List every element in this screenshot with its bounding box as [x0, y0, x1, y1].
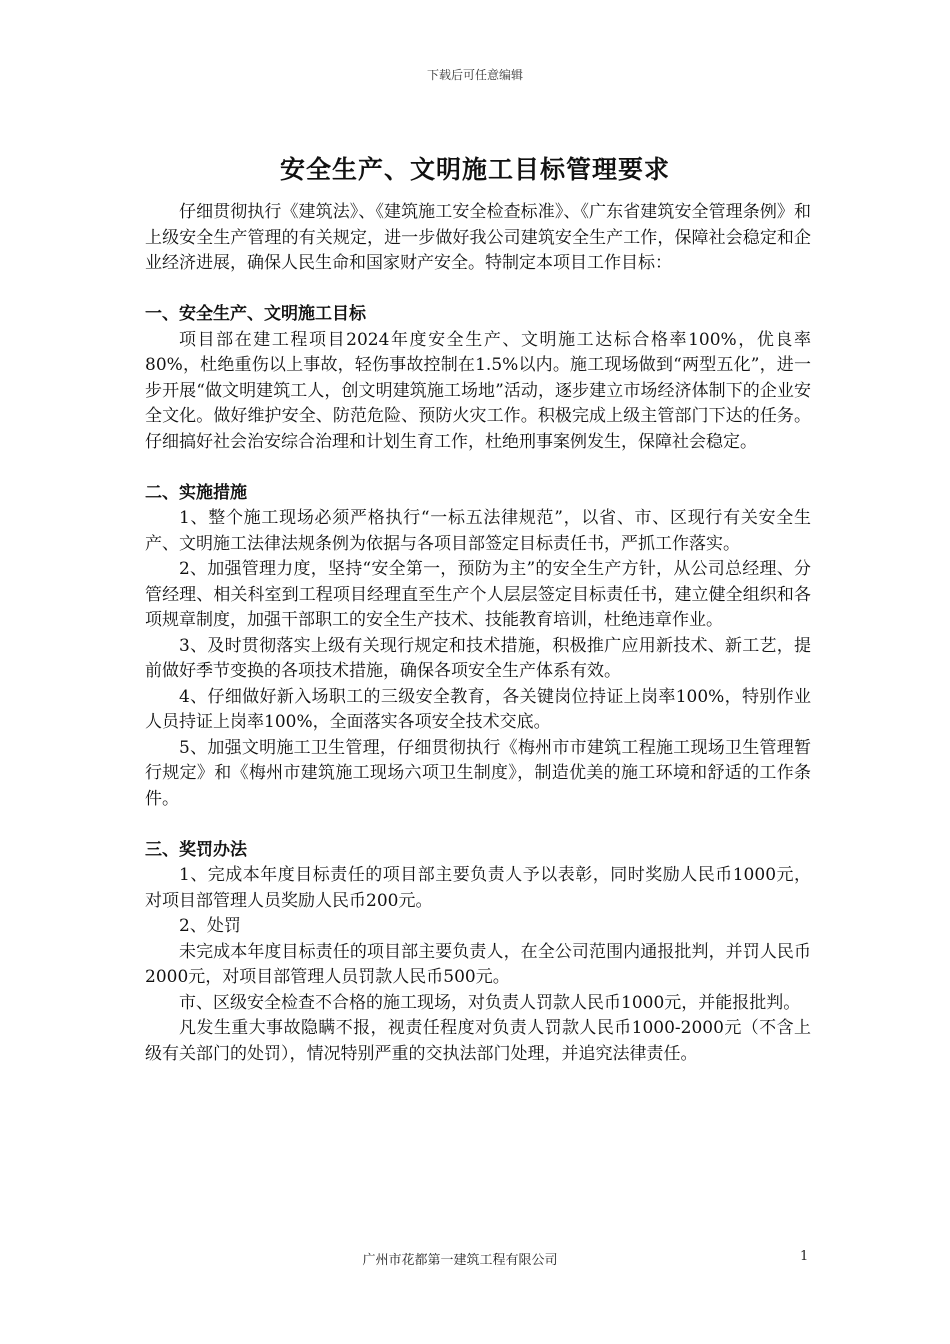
reward-item: 未完成本年度目标责任的项目部主要负责人，在全公司范围内通报批判，并罚人民币2000元，对项目部管理人员罚款人民币500元。 — [145, 941, 811, 987]
reward-item: 市、区级安全检查不合格的施工现场，对负责人罚款人民币1000元，并能报批判。 — [179, 992, 801, 1013]
measure-item: 5、加强文明施工卫生管理，仔细贯彻执行《梅州市市建筑工程施工现场卫生管理暂行规定》和《梅州市建筑施工现场六项卫生制度》，制造优美的施工环境和舒适的工作条件。 — [145, 737, 811, 809]
document-body — [145, 200, 811, 1067]
section-heading-goals: 一、安全生产、文明施工目标 — [145, 304, 366, 324]
reward-item: 1、完成本年度目标责任的项目部主要负责人予以表彰，同时奖励人民币1000元，对项目部管理人员奖励人民币200元。 — [145, 865, 811, 911]
intro-paragraph: 仔细贯彻执行《建筑法》、《建筑施工安全检查标准》、《广东省建筑安全管理条例》和上级安全生产管理的有关规定，进一步做好我公司建筑安全生产工作，保障社会稳定和企业经济进展，确保人民生命和国家财产安全。特制定本项目工作目标： — [145, 202, 811, 273]
page-number: 1 — [800, 1249, 809, 1264]
footer-company: 广州市花都第一建筑工程有限公司 — [362, 1253, 558, 1268]
measure-item: 1、整个施工现场必须严格执行“一标五法律规范”，以省、市、区现行有关安全生产、文明施工法律法规条例为依据与各项目部签定目标责任书，严抓工作落实。 — [145, 508, 811, 554]
document-title: 安全生产、文明施工目标管理要求 — [279, 154, 670, 184]
section-heading-measures: 二、实施措施 — [145, 482, 247, 503]
measure-item: 2、加强管理力度，坚持“安全第一，预防为主”的安全生产方针，从公司总经理、分管经理、相关科室到工程项目经理直至生产个人层层签定目标责任书，建立健全组织和各项规章制度，加强干部职工的安全生产技术、技能教育培训，杜绝违章作业。 — [145, 559, 811, 630]
measure-item: 4、仔细做好新入场职工的三级安全教育，各关键岗位持证上岗率100%，特别作业人员持证上岗率100%，全面落实各项安全技术交底。 — [145, 686, 811, 732]
header-note: 下载后可任意编辑 — [426, 68, 523, 82]
reward-item: 2、处罚 — [179, 916, 241, 936]
reward-item: 凡发生重大事故隐瞒不报，视责任程度对负责人罚款人民币1000-2000元（不含上级有关部门的处罚），情况特别严重的交执法部门处理，并追究法律责任。 — [145, 1018, 811, 1064]
measure-item: 3、及时贯彻落实上级有关现行规定和技术措施，积极推广应用新技术、新工艺，提前做好季节变换的各项技术措施，确保各项安全生产体系有效。 — [145, 635, 811, 681]
goals-paragraph: 项目部在建工程项目2024年度安全生产、文明施工达标合格率100%，优良率80%，杜绝重伤以上事故，轻伤事故控制在1.5%以内。施工现场做到“两型五化”，进一步开展“做文明建筑工人，创文明建筑施工场地”活动，逐步建立市场经济体制下的企业安全文化。做好维护安全、防范危险、预防火灾工作。积极完成上级主管部门下达的任务。仔细搞好社会治安综合治理和计划生育工作，杜绝刑事案例发生，保障社会稳定。 — [145, 329, 811, 452]
section-heading-rewards: 三、奖罚办法 — [145, 839, 247, 860]
